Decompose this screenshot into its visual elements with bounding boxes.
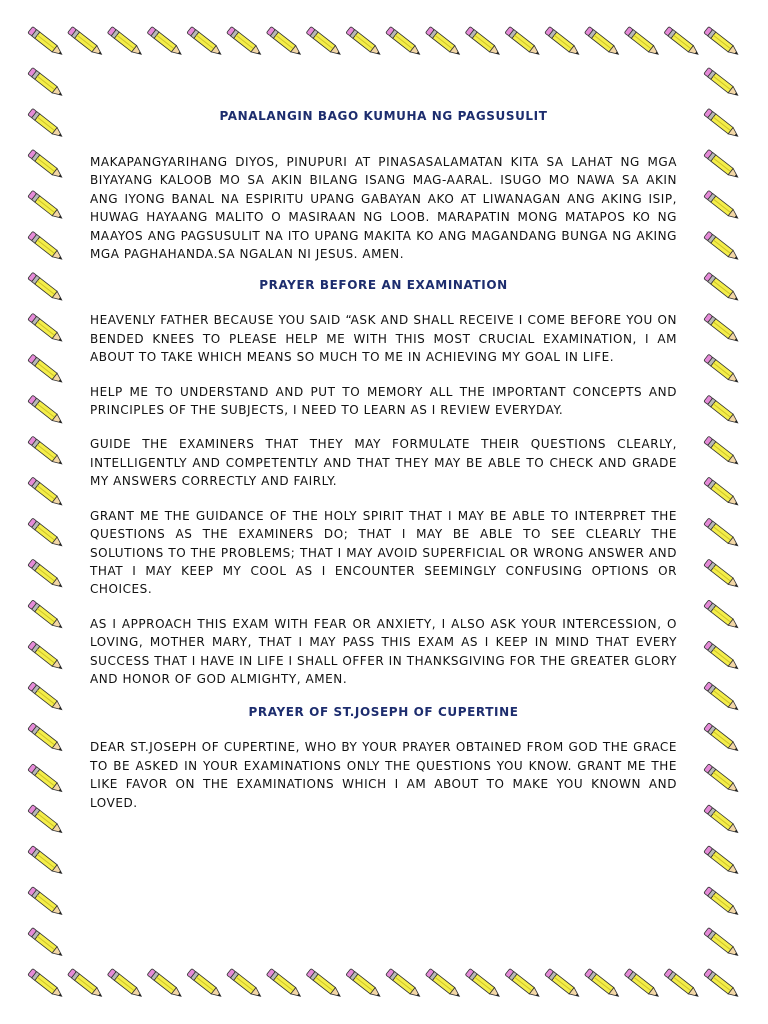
prayer-document: [90, 108, 677, 812]
pencil-icon: [28, 272, 64, 303]
pencil-icon: [704, 723, 740, 754]
pencil-icon: [704, 682, 740, 713]
heading-tagalog-prayer: PANALANGIN BAGO KUMUHA NG PAGSUSULIT: [219, 109, 548, 123]
pencil-icon: [68, 27, 104, 58]
pencil-icon: [28, 354, 64, 385]
pencil-icon: [664, 27, 700, 58]
pencil-icon: [704, 600, 740, 631]
pencil-icon: [704, 969, 740, 1000]
pencil-icon: [386, 969, 422, 1000]
pencil-icon: [584, 969, 620, 1000]
pencil-icon: [107, 27, 143, 58]
pencil-icon: [28, 764, 64, 795]
pencil-icon: [704, 27, 740, 58]
pencil-icon: [545, 969, 581, 1000]
pencil-icon: [28, 969, 64, 1000]
pencil-icon: [704, 477, 740, 508]
pencil-icon: [704, 641, 740, 672]
pencil-icon: [505, 27, 541, 58]
pencil-icon: [664, 969, 700, 1000]
pencil-icon: [227, 27, 263, 58]
pencil-icon: [28, 518, 64, 549]
paragraph-heavenly-father: HEAVENLY FATHER BECAUSE YOU SAID “ASK AND SHALL RECEIVE I COME BEFORE YOU ON BENDED KNEES TO PLEASE HELP ME WITH THIS MOST CRUCIAL EXAMINATION, I AM ABOUT TO TAKE WHICH MEANS SO MUCH TO ME IN ACHIEVING MY GOAL IN LIFE.: [90, 313, 677, 365]
pencil-icon: [28, 436, 64, 467]
pencil-icon: [346, 27, 382, 58]
pencil-icon: [266, 969, 302, 1000]
pencil-icon: [704, 846, 740, 877]
pencil-icon: [704, 764, 740, 795]
pencil-icon: [704, 149, 740, 180]
heading-prayer-before-examination: PRAYER BEFORE AN EXAMINATION: [259, 278, 508, 293]
pencil-icon: [704, 231, 740, 262]
pencil-icon: [28, 149, 64, 180]
pencil-icon: [187, 969, 223, 1000]
pencil-icon: [545, 27, 581, 58]
pencil-icon: [465, 969, 501, 1000]
pencil-icon: [704, 108, 740, 139]
pencil-icon: [704, 887, 740, 918]
paragraph-st-joseph: DEAR ST.JOSEPH OF CUPERTINE, WHO BY YOUR PRAYER OBTAINED FROM GOD THE GRACE TO BE ASKED IN YOUR EXAMINATIONS ONLY THE QUESTIONS YOU KNOW. GRANT ME THE LIKE FAVOR ON THE EXAMINATIONS WHICH I AM ABOUT TO MAKE YOU KNOWN AND LOVED.: [90, 740, 677, 810]
pencil-icon: [28, 559, 64, 590]
pencil-icon: [704, 313, 740, 344]
pencil-icon: [28, 805, 64, 836]
pencil-icon: [28, 190, 64, 221]
pencil-icon: [306, 969, 342, 1000]
pencil-icon: [704, 354, 740, 385]
pencil-icon: [28, 682, 64, 713]
pencil-icon: [28, 108, 64, 139]
paragraph-grant-guidance: GRANT ME THE GUIDANCE OF THE HOLY SPIRIT THAT I MAY BE ABLE TO INTERPRET THE QUESTIONS AS THE EXAMINERS DO; THAT I MAY BE ABLE TO SEE CLEARLY THE SOLUTIONS TO THE PROBLEMS; THAT I MAY AVOID SUPERFICIAL OR WRONG ANSWER AND THAT I MAY KEEP MY COOL AS I ENCOUNTER SEEMINGLY CONFUSING OPTIONS OR CHOICES.: [90, 508, 677, 597]
pencil-icon: [584, 27, 620, 58]
pencil-icon: [266, 27, 302, 58]
pencil-icon: [28, 600, 64, 631]
pencil-icon: [147, 27, 183, 58]
pencil-icon: [187, 27, 223, 58]
pencil-icon: [386, 27, 422, 58]
pencil-icon: [28, 67, 64, 98]
pencil-icon: [704, 928, 740, 959]
pencil-icon: [704, 436, 740, 467]
pencil-icon: [425, 27, 461, 58]
heading-prayer-st-joseph: PRAYER OF ST.JOSEPH OF CUPERTINE: [248, 705, 519, 720]
pencil-icon: [147, 969, 183, 1000]
pencil-icon: [68, 969, 104, 1000]
paragraph-tagalog-prayer: MAKAPANGYARIHANG DIYOS, PINUPURI AT PINASASALAMATAN KITA SA LAHAT NG MGA BIYAYANG KALOOB MO SA AKIN BILANG ISANG MAG-AARAL. ISUGO MO NAWA SA AKIN ANG IYONG BANAL NA ESPIRITU UPANG GABAYAN AKO AT LIWANAGAN ANG AKING ISIP, HUWAG HAYAANG MALITO O MASIRAAN NG LOOB. MARAPATIN MONG MATAPOS KO NG MAAYOS ANG PAGSUSULIT NA ITO UPANG MAKITA KO ANG MAGANDANG BUNGA NG AKING MGA PAGHAHANDA.SA NGALAN NI JESUS. AMEN.: [90, 155, 677, 262]
pencil-icon: [28, 27, 64, 58]
pencil-icon: [346, 969, 382, 1000]
pencil-icon: [624, 969, 660, 1000]
paragraph-approach-exam: AS I APPROACH THIS EXAM WITH FEAR OR ANXIETY, I ALSO ASK YOUR INTERCESSION, O LOVING, MOTHER MARY, THAT I MAY PASS THIS EXAM AS I KEEP IN MIND THAT EVERY SUCCESS THAT I HAVE IN LIFE I SHALL OFFER IN THANKSGIVING FOR THE GREATER GLORY AND HONOR OF GOD ALMIGHTY, AMEN.: [90, 616, 677, 686]
pencil-icon: [28, 313, 64, 344]
pencil-icon: [227, 969, 263, 1000]
pencil-icon: [704, 805, 740, 836]
pencil-icon: [704, 395, 740, 426]
pencil-icon: [28, 887, 64, 918]
pencil-icon: [704, 518, 740, 549]
pencil-icon: [28, 846, 64, 877]
pencil-icon: [465, 27, 501, 58]
pencil-icon: [28, 928, 64, 959]
pencil-icon: [704, 190, 740, 221]
pencil-icon: [28, 723, 64, 754]
pencil-icon: [107, 969, 143, 1000]
pencil-icon: [28, 641, 64, 672]
paragraph-help-me-understand: HELP ME TO UNDERSTAND AND PUT TO MEMORY ALL THE IMPORTANT CONCEPTS AND PRINCIPLES OF THE SUBJECTS, I NEED TO LEARN AS I REVIEW EVERYDAY.: [90, 384, 677, 418]
paragraph-guide-examiners: GUIDE THE EXAMINERS THAT THEY MAY FORMULATE THEIR QUESTIONS CLEARLY, INTELLIGENTLY AND COMPETENTLY AND THAT THEY MAY BE ABLE TO CHECK AND GRADE MY ANSWERS CORRECTLY AND FAIRLY.: [90, 437, 677, 489]
pencil-icon: [505, 969, 541, 1000]
pencil-icon: [624, 27, 660, 58]
pencil-icon: [28, 395, 64, 426]
pencil-icon: [704, 272, 740, 303]
pencil-icon: [306, 27, 342, 58]
pencil-icon: [425, 969, 461, 1000]
pencil-icon: [28, 231, 64, 262]
pencil-icon: [704, 67, 740, 98]
pencil-icon: [28, 477, 64, 508]
pencil-icon: [704, 559, 740, 590]
